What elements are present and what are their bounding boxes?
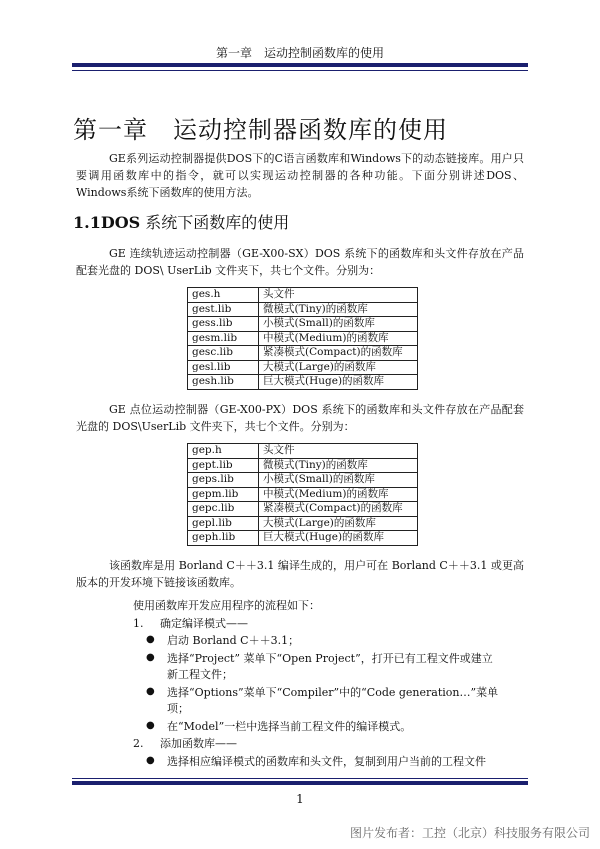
- chapter-title: 第一章 运动控制器函数库的使用: [73, 116, 448, 144]
- step-text: 添加函数库——: [160, 737, 237, 750]
- bullet-icon: ●: [146, 686, 155, 697]
- bullet-icon: ●: [146, 755, 155, 766]
- table-row: [188, 331, 418, 346]
- section-title-bold: DOS: [100, 213, 141, 232]
- table-row: [188, 317, 418, 332]
- borland-paragraph: 该函数库是用 Borland C＋＋3.1 编译生成的，用户可在 Borland C＋＋3.1 或更高版本的开发环境下链接该函数库。: [76, 559, 524, 589]
- table-row: [188, 360, 418, 375]
- table-row: [188, 473, 418, 488]
- bullet-text: 启动 Borland C＋＋3.1；: [167, 634, 300, 647]
- page-number: 1: [296, 792, 304, 806]
- file-desc: 微模式(Tiny)的函数库: [259, 458, 418, 473]
- table-row: [188, 444, 418, 459]
- publisher-credit: 图片发布者：工控（北京）科技服务有限公司: [349, 826, 590, 840]
- flow-intro: 使用函数库开发应用程序的流程如下：: [133, 599, 320, 612]
- bullet-text: 选择“Project” 菜单下“Open Project”，打开已有工程文件或建立: [167, 652, 493, 665]
- file-desc: 小模式(Small)的函数库: [259, 317, 418, 332]
- sx-file-table: [187, 287, 418, 390]
- step-text: 确定编译模式——: [160, 617, 248, 630]
- file-name: gesl.lib: [188, 360, 259, 375]
- running-header-title: 第一章 运动控制函数库的使用: [215, 46, 384, 60]
- header-rule-thick: [72, 63, 528, 67]
- table-row: [188, 375, 418, 390]
- file-desc: 头文件: [259, 288, 418, 303]
- sx-paragraph: GE 连续轨迹运动控制器（GE-X00-SX）DOS 系统下的函数库和头文件存放在产品配套光盘的 DOS\ UserLib 文件夹下，共七个文件。分别为：: [76, 247, 524, 277]
- file-desc: 头文件: [259, 444, 418, 459]
- file-desc: 大模式(Large)的函数库: [259, 516, 418, 531]
- bullet-icon: ●: [146, 720, 155, 731]
- bullet-text-continued: 新工程文件；: [167, 668, 233, 681]
- file-name: ges.h: [188, 288, 259, 303]
- table-row: [188, 487, 418, 502]
- file-desc: 大模式(Large)的函数库: [259, 360, 418, 375]
- file-name: gesh.lib: [188, 375, 259, 390]
- section-heading: [73, 210, 289, 233]
- file-name: gept.lib: [188, 458, 259, 473]
- file-name: geph.lib: [188, 531, 259, 546]
- file-name: gesm.lib: [188, 331, 259, 346]
- file-desc: 巨大模式(Huge)的函数库: [259, 375, 418, 390]
- step-number: 1.: [133, 617, 144, 630]
- bullet-icon: ●: [146, 652, 155, 663]
- bullet-text: 选择“Options”菜单下“Compiler”中的“Code generation…”菜单: [167, 686, 499, 699]
- file-desc: 中模式(Medium)的函数库: [259, 331, 418, 346]
- px-file-table: [187, 443, 418, 546]
- file-name: gepm.lib: [188, 487, 259, 502]
- table-row: [188, 458, 418, 473]
- step-number: 2.: [133, 737, 144, 750]
- intro-paragraph: GE系列运动控制器提供DOS下的C语言函数库和Windows下的动态链接库。用户只要调用函数库中的指令，就可以实现运动控制器的各种功能。下面分别讲述DOS、Windows系统下函数库的使用方法。: [76, 152, 524, 199]
- file-desc: 紧凑模式(Compact)的函数库: [259, 346, 418, 361]
- table-row: [188, 531, 418, 546]
- file-desc: 小模式(Small)的函数库: [259, 473, 418, 488]
- table-row: [188, 346, 418, 361]
- px-paragraph: GE 点位运动控制器（GE-X00-PX）DOS 系统下的函数库和头文件存放在产品配套光盘的 DOS\UserLib 文件夹下，共七个文件。分别为：: [76, 403, 524, 433]
- file-name: gep.h: [188, 444, 259, 459]
- section-number: 1.1: [73, 213, 101, 232]
- file-name: gepc.lib: [188, 502, 259, 517]
- table-row: [188, 516, 418, 531]
- bullet-text: 在“Model”一栏中选择当前工程文件的编译模式。: [167, 720, 412, 733]
- file-desc: 微模式(Tiny)的函数库: [259, 302, 418, 317]
- file-name: geps.lib: [188, 473, 259, 488]
- file-name: gess.lib: [188, 317, 259, 332]
- file-name: gesc.lib: [188, 346, 259, 361]
- header-rule-thin: [72, 70, 528, 71]
- file-name: gest.lib: [188, 302, 259, 317]
- table-row: [188, 502, 418, 517]
- footer-rule-thick: [72, 781, 528, 785]
- footer-rule-thin: [72, 778, 528, 779]
- bullet-text-continued: 项；: [167, 702, 189, 715]
- bullet-text: 选择相应编译模式的函数库和头文件，复制到用户当前的工程文件: [167, 755, 486, 768]
- table-row: [188, 288, 418, 303]
- file-desc: 巨大模式(Huge)的函数库: [259, 531, 418, 546]
- table-row: [188, 302, 418, 317]
- section-title-rest: 系统下函数库的使用: [140, 213, 290, 232]
- bullet-icon: ●: [146, 634, 155, 645]
- file-desc: 中模式(Medium)的函数库: [259, 487, 418, 502]
- file-desc: 紧凑模式(Compact)的函数库: [259, 502, 418, 517]
- file-name: gepl.lib: [188, 516, 259, 531]
